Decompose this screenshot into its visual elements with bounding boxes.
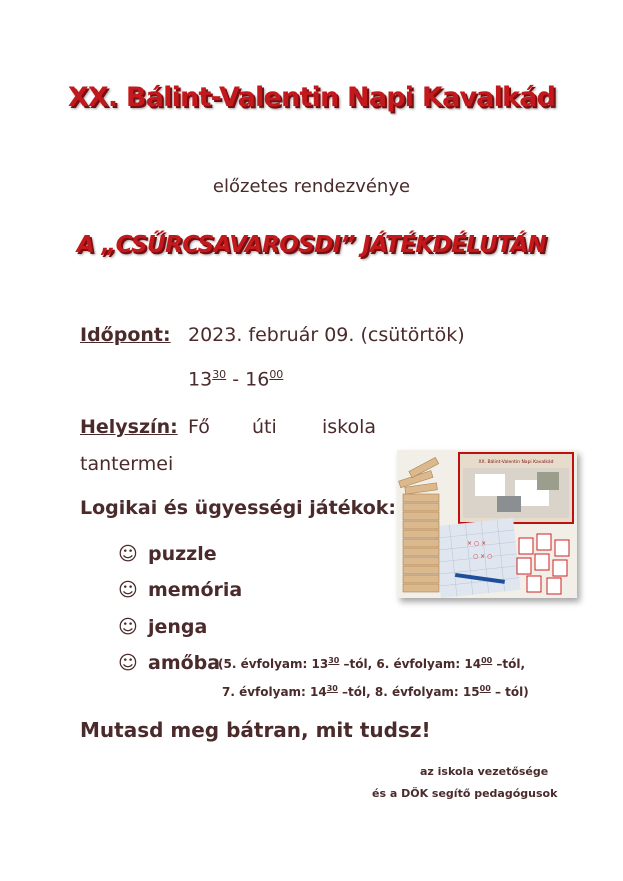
smiley-icon: ☺ <box>118 543 138 565</box>
event-hours: $13^{30} - 16^{00}$ <box>188 368 284 391</box>
place-word-4: tantermei <box>80 453 174 475</box>
event-date: 2023. február 09. (csütörtök) <box>188 324 465 346</box>
list-item: ☺ memória <box>118 579 243 601</box>
list-item: ☺ puzzle <box>118 543 217 565</box>
smiley-icon: ☺ <box>118 616 138 638</box>
schedule-line-2: 7. évfolyam: $14^{30}$ –tól, 8. évfolyam: $15^{00}$ – tól) <box>222 684 529 699</box>
poster-subtitle: előzetes rendezvénye <box>212 176 411 197</box>
smiley-icon: ☺ <box>118 579 138 601</box>
signature-line-2: és a DÖK segítő pedagógusok <box>372 787 558 800</box>
poster-title: XX. Bálint-Valentin Napi Kavalkád <box>67 82 556 113</box>
signature-line-1: az iskola vezetősége <box>420 765 549 778</box>
list-item: ☺ jenga <box>118 616 208 638</box>
place-word-2: úti <box>252 416 277 438</box>
photo-caption: XX. Bálint-Valentin Napi Kavalkád <box>478 460 554 465</box>
slogan: Mutasd meg bátran, mit tudsz! <box>80 718 431 742</box>
event-name: A „CSŰRCSAVAROSDI” JÁTÉKDÉLUTÁN <box>76 232 547 258</box>
place-word-1: Fő <box>188 416 210 438</box>
place-label-row <box>80 416 178 438</box>
games-photo <box>397 450 577 598</box>
list-item: ☺ amőba <box>118 652 221 674</box>
smiley-icon: ☺ <box>118 652 138 674</box>
place-word-3: iskola <box>322 416 377 438</box>
time-label: Időpont: <box>80 324 171 346</box>
time-label-row <box>80 324 171 346</box>
svg-text:○ × ○: ○ × ○ <box>473 553 493 560</box>
games-heading: Logikai és ügyességi játékok: <box>80 497 397 519</box>
schedule-line-1: (5. évfolyam: $13^{30}$ –tól, 6. évfolyam: $14^{00}$ –tól, <box>218 656 526 671</box>
svg-text:× ○ ×: × ○ × <box>467 540 487 547</box>
place-label: Helyszín: <box>80 416 178 438</box>
